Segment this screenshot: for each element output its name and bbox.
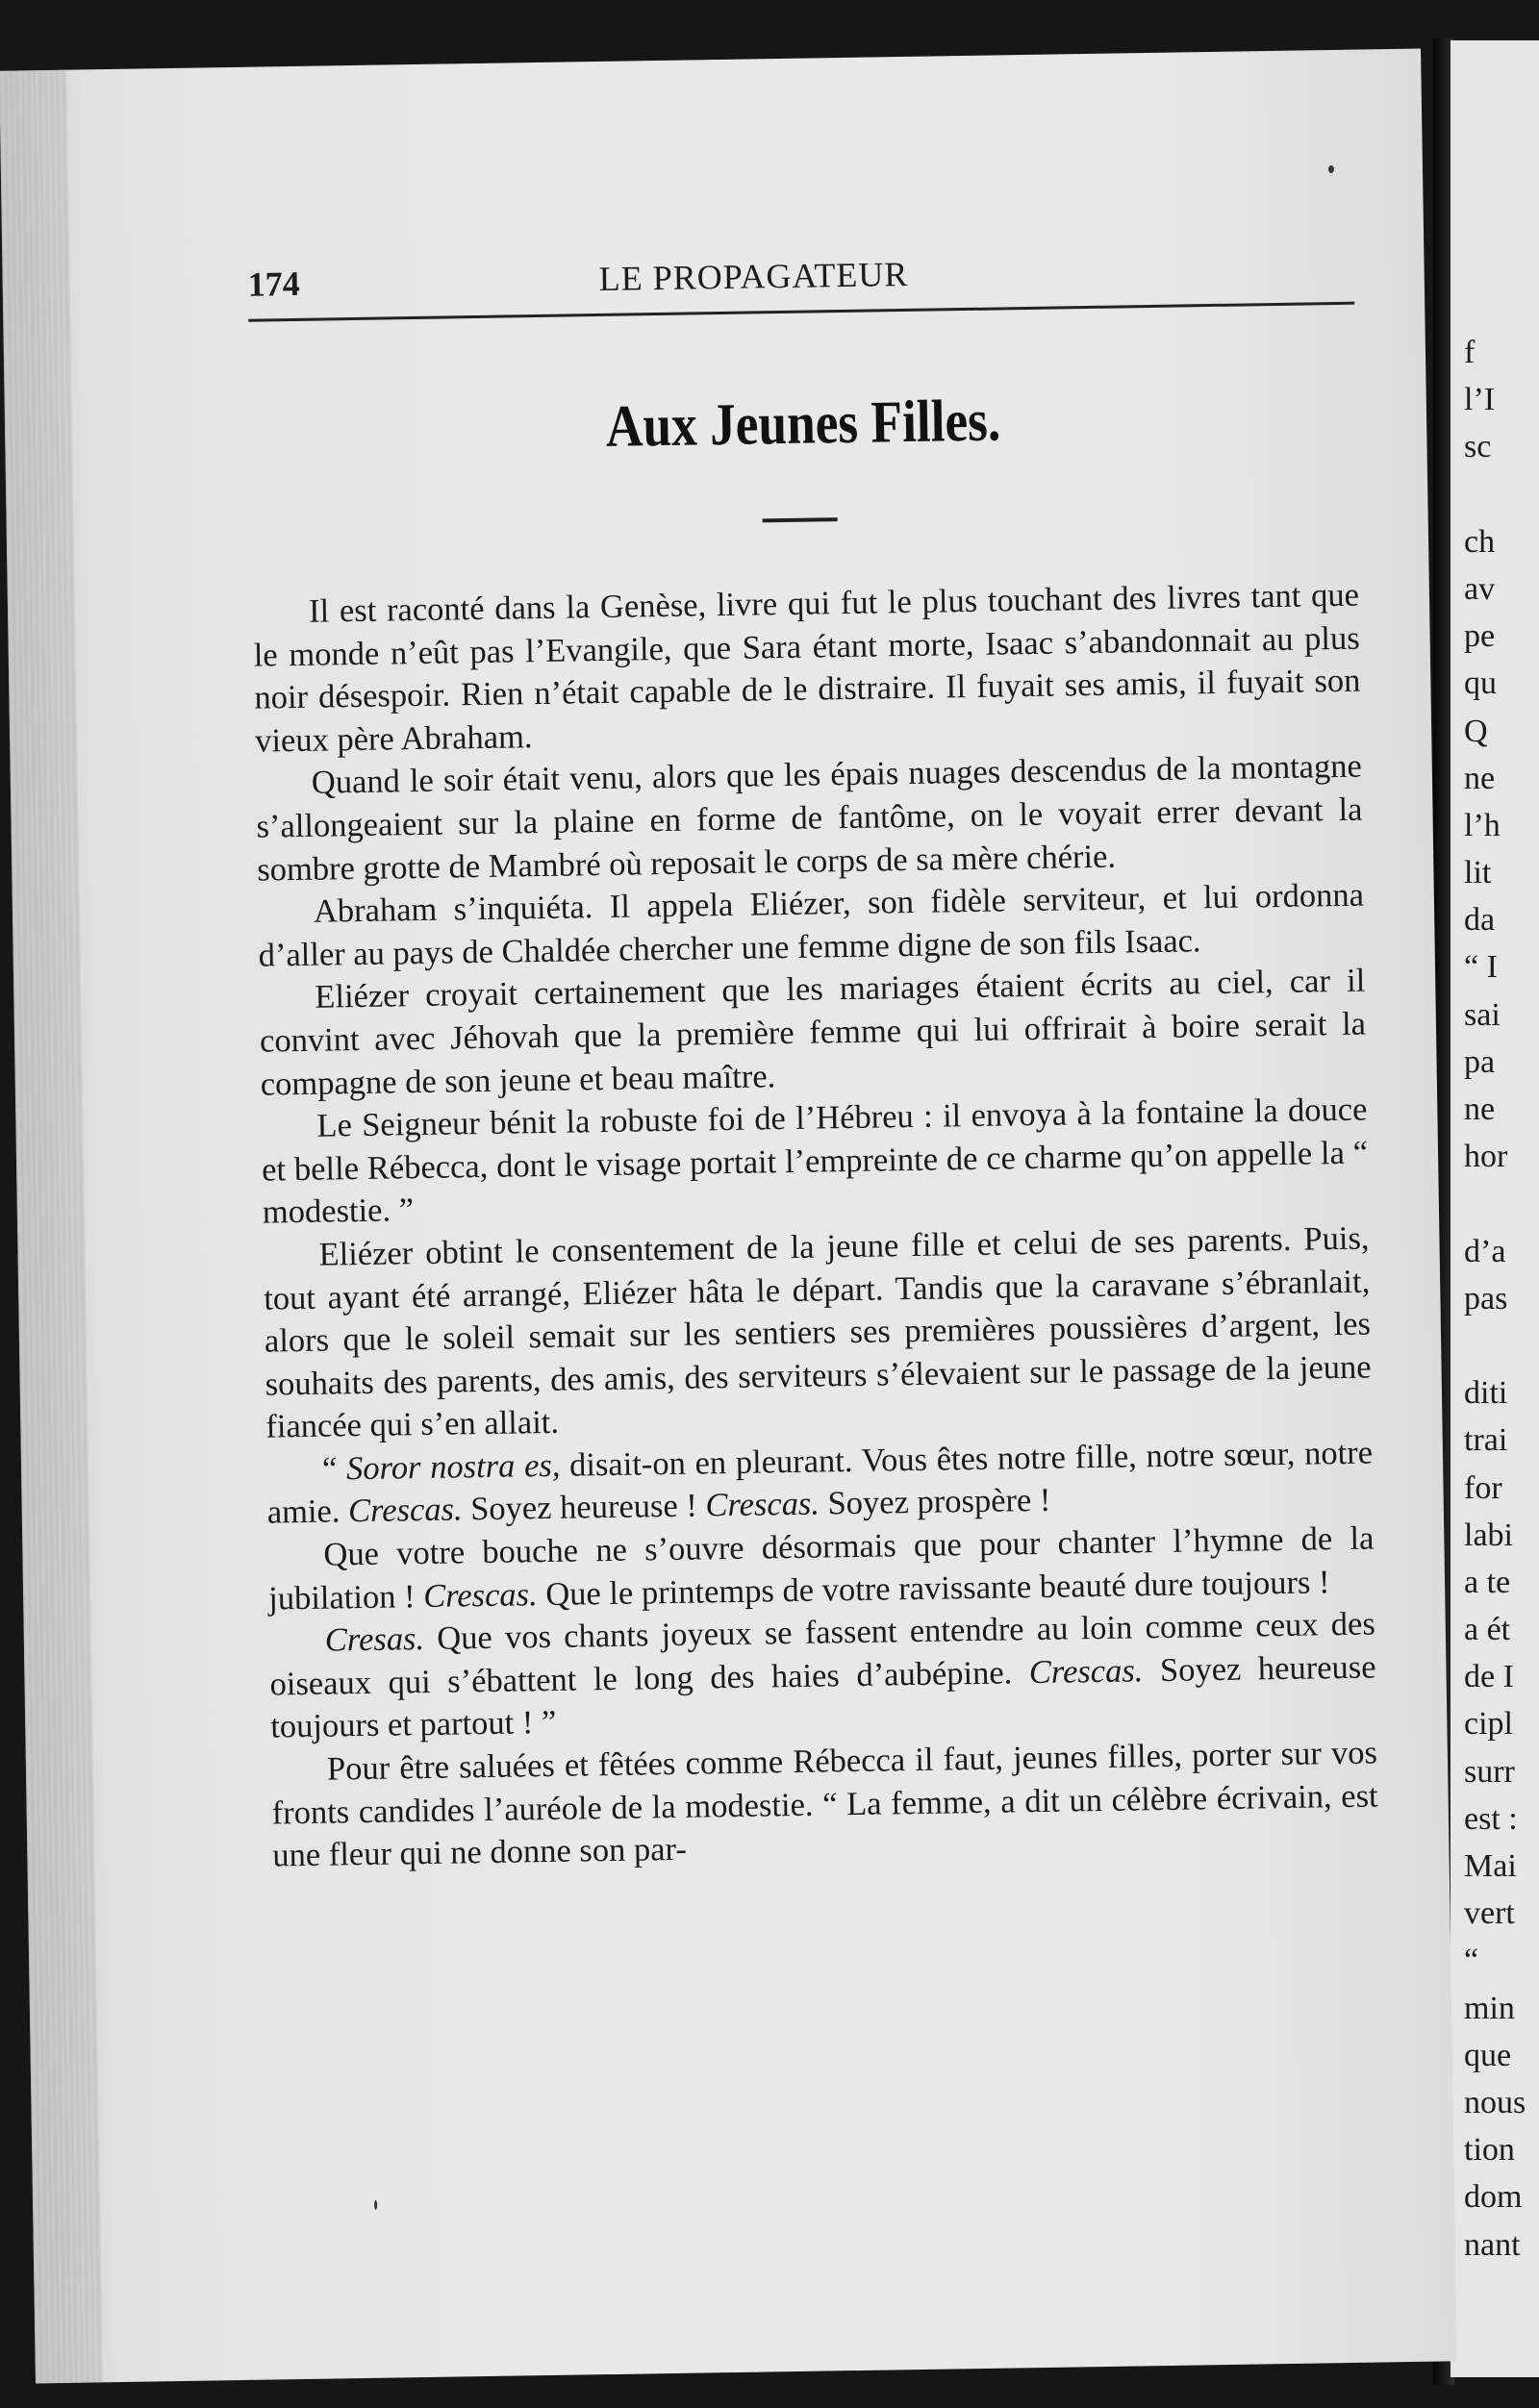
text-run: Soyez heureuse toujours et partout ! ”	[269, 1648, 1376, 1745]
facing-page-fragment: av	[1464, 570, 1496, 607]
running-head	[247, 247, 1354, 313]
facing-page-fragment: d’a	[1464, 1233, 1506, 1269]
facing-page-fragment: Q	[1464, 713, 1488, 749]
facing-page-fragment: a te	[1464, 1564, 1511, 1600]
italic-phrase: Soror nostra es,	[345, 1446, 561, 1488]
facing-page-fragment: nous	[1464, 2084, 1526, 2120]
paragraph: Pour être saluées et fêtées comme Rébecca il faut, jeunes filles, porter sur vos fronts candides l’auréole de la modestie. “ La femme, a dit un célèbre écrivain, est une fleur qui ne donne son par-	[271, 1734, 1378, 1874]
paragraph: Eliézer croyait certainement que les mariages étaient écrits au ciel, car il convint avec Jéhovah que la première femme qui lui offrirait à boire serait la compagne de son jeune et beau maître.	[259, 962, 1367, 1103]
facing-page-fragment: Mai	[1464, 1848, 1517, 1884]
facing-page-fragment: ne	[1464, 1091, 1496, 1127]
facing-page-fragment: pas	[1464, 1280, 1508, 1317]
page-number: 174	[247, 263, 301, 304]
paragraph: Abraham s’inquiéta. Il appela Eliézer, son fidèle serviteur, et lui ordonna d’aller au pays de Chaldée chercher une femme digne de son fils Isaac.	[258, 876, 1365, 974]
paragraph: Il est raconté dans la Genèse, livre qui fut le plus touchant des livres tant que le monde n’eût pas l’Evangile, que Sara étant morte, Isaac s’abandonnait au plus noir désespoir. Rien n’était capable de le distraire. Il fuyait ses amis, il fuyait son vieux père Abraham.	[253, 576, 1361, 760]
page-edge-shading	[0, 70, 103, 2384]
running-title: LE PROPAGATEUR	[598, 254, 909, 298]
paragraph: Le Seigneur bénit la robuste foi de l’Hébreu : il envoya à la fontaine la douce et belle Rébecca, dont le visage portait l’empreinte de ce charme qu’on appelle la “ modestie. ”	[261, 1091, 1369, 1231]
facing-page-fragment: for	[1464, 1469, 1502, 1506]
facing-page-fragment: nant	[1464, 2226, 1521, 2263]
facing-page-fragment: surr	[1464, 1753, 1515, 1790]
print-speck	[1328, 165, 1334, 173]
facing-page-fragment: ne	[1464, 760, 1496, 796]
facing-page-fragment: “	[1464, 1943, 1479, 1979]
text-run: disait-on en pleurant. Vous êtes notre fille, notre sœur, notre amie.	[266, 1434, 1374, 1532]
print-speck	[374, 2200, 377, 2210]
italic-phrase: Crescas.	[705, 1486, 820, 1524]
facing-page-fragment: qu	[1464, 665, 1497, 702]
facing-page-fragment: lit	[1464, 855, 1492, 891]
facing-page-fragment: f	[1464, 335, 1476, 370]
facing-page-fragment: que	[1464, 2037, 1512, 2073]
italic-phrase: Crescas.	[1028, 1652, 1144, 1691]
facing-page-fragment: dom	[1464, 2179, 1523, 2216]
facing-page-fragment: a ét	[1464, 1612, 1511, 1648]
italic-phrase: Crescas.	[422, 1575, 538, 1615]
facing-page-fragment: vert	[1464, 1895, 1515, 1932]
facing-page-fragment	[1464, 1322, 1526, 1369]
facing-page-fragment: diti	[1464, 1375, 1508, 1412]
facing-page-fragment: sc	[1464, 429, 1492, 465]
facing-page-fragment: l’h	[1464, 807, 1501, 843]
facing-page-fragment: de I	[1464, 1659, 1514, 1695]
paragraph	[269, 1603, 1377, 1749]
quote-mark: “	[321, 1450, 338, 1488]
facing-page-fragment	[1464, 1180, 1526, 1227]
paragraph: Eliézer obtint le consentement de la jeune fille et celui de ses parents. Puis, tout ayant été arrangé, Eliézer hâta le départ. Tandis que la caravane s’ébranlait, alors que le soleil semait sur les sentiers ses premières poussières d’argent, les souhaits des parents, des amis, des serviteurs s’élevaient sur le passage de la jeune fiancée qui s’en allait.	[263, 1219, 1372, 1445]
italic-phrase: Cresas.	[324, 1620, 425, 1659]
facing-page-text-fragments	[1464, 329, 1526, 2269]
article-title: Aux Jeunes Filles.	[605, 388, 1001, 460]
facing-page-fragment: ch	[1464, 523, 1496, 560]
text-run: Que vos chants joyeux se fassent entendre au loin comme ceux des oiseaux qui s’ébattent le long des haies d’aubépine.	[269, 1605, 1376, 1703]
facing-page-fragment: pe	[1464, 618, 1496, 655]
facing-page-fragment	[1464, 471, 1526, 518]
text-run: Soyez prospère !	[819, 1482, 1051, 1523]
facing-page-fragment: sai	[1464, 996, 1501, 1033]
facing-page-fragment: min	[1464, 1990, 1515, 2026]
paragraph: Quand le soir était venu, alors que les épais nuages descendus de la montagne s’allongeaient sur la plaine en forme de fantôme, on le voyait errer devant la sombre grotte de Mambré où reposait le corps de sa mère chérie.	[256, 747, 1363, 889]
facing-page-fragment: est :	[1464, 1800, 1518, 1837]
italic-phrase: Crescas.	[347, 1491, 463, 1530]
title-dash	[763, 517, 838, 522]
text-run: Que le printemps de votre ravissante beauté dure toujours !	[537, 1563, 1330, 1613]
text-run: Soyez heureuse !	[462, 1487, 706, 1528]
facing-page-fragment: “ I	[1464, 949, 1498, 986]
facing-page-fragment: cipl	[1464, 1706, 1513, 1743]
facing-page-fragment: pa	[1464, 1043, 1496, 1080]
text-run: Que votre bouche ne s’ouvre désormais que pour chanter l’hymne de la jubilation !	[267, 1519, 1375, 1618]
facing-page-fragment: trai	[1464, 1422, 1508, 1459]
facing-page-fragment: tion	[1464, 2132, 1515, 2169]
facing-page	[1451, 40, 1539, 2377]
article-body	[253, 574, 1379, 1878]
facing-page-fragment: labi	[1464, 1517, 1513, 1553]
facing-page-fragment: da	[1464, 902, 1496, 939]
facing-page-fragment: hor	[1464, 1139, 1508, 1175]
facing-page-fragment: l’I	[1464, 382, 1496, 418]
book-page	[0, 49, 1457, 2384]
